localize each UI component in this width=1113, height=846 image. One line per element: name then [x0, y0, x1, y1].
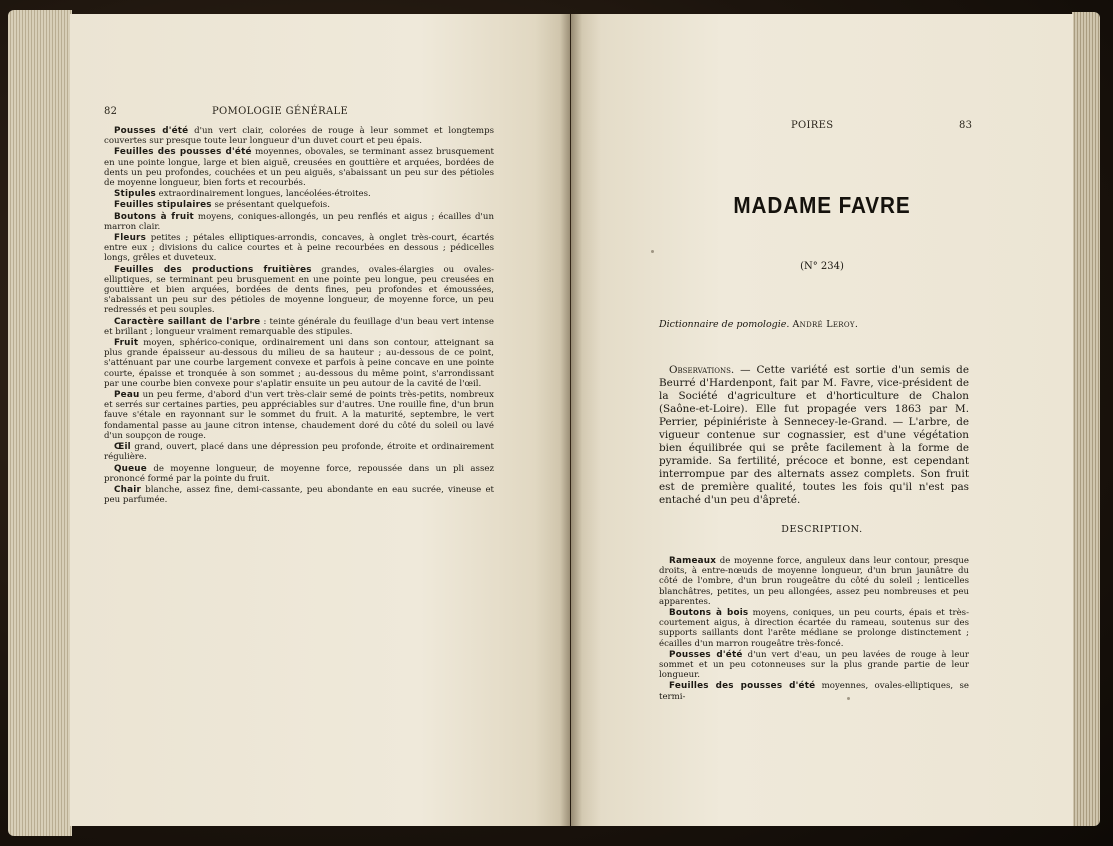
paragraph-term: Fleurs: [114, 233, 147, 244]
right-page-number: 83: [959, 120, 973, 131]
paragraph-term: Pousses d'été: [114, 126, 189, 136]
observations-text: — Cette variété est sortie d'un semis de Beurré d'Hardenpont, fait par M. Favre, vice-président de la Société d'agriculture et d'horticulture de Chalon (Saône-et-Loire). Elle fut propagée vers 1863 par M. Perrier, pépiniériste à Sennecey-le-Grand. — L'arbre, de vigueur contenue sur cognassier, est d'une végétation bien équilibrée qui se prête facilement à la forme de pyramide. Sa fertilité, précoce et bonne, est cependant interrompue par des alternats assez complets. Son fruit est de première qualité, toutes les fois qu'il n'est pas entaché d'un peu d'âpreté.: [659, 364, 969, 506]
variety-title: MADAME FAVRE: [733, 192, 911, 218]
paragraph-term: Boutons à fruit: [114, 211, 194, 222]
page-edges-right: [1072, 12, 1100, 826]
description-paragraph: [659, 650, 969, 681]
paragraph-term: Queue: [114, 463, 147, 474]
paragraph-text: moyennes, obovales, se terminant assez brusquement en une pointe longue, large et bien aiguë, creusées en gouttière et arquées, bordées de dents un peu profondes, couchées et un peu aiguës, s'abaissant un peu sur des pétioles de moyenne longueur, bien forts et recourbés.: [104, 147, 494, 189]
paragraph-text: grandes, ovales-élargies ou ovales-elliptiques, se terminant peu brusquement en une pointe peu longue, peu creusées en gouttière et bien arquées, bordées de dents fines, peu profondes et émoussées, s'abaissant un peu sur des pétioles de moyenne longueur, de moyenne force, un peu redressés et peu souples.: [104, 264, 495, 316]
paragraph-text: moyen, sphérico-conique, ordinairement uni dans son contour, atteignant sa plus grande épaisseur au-dessous du milieu de sa hauteur ; au-dessous de ce point, s'atténuant par une courbe largement convexe et parfois à peine concave en une pointe courte, épaisse et tronquée à son sommet ; au-dessous du même point, s'arrondissant par une courbe bien convexe pour s'aplatir ensuite un peu autour de la cavité de l'œil.: [104, 338, 494, 389]
paragraph-text: extraordinairement longues, lancéolées-étroites.: [155, 189, 371, 200]
description-heading: DESCRIPTION.: [781, 524, 863, 535]
paragraph-term: Boutons à bois: [669, 608, 749, 619]
paragraph-term: Œil: [114, 442, 131, 453]
paragraph-term: Feuilles des productions fruitières: [114, 264, 312, 275]
left-page-text: [104, 126, 494, 506]
description-paragraph: [659, 556, 969, 607]
paragraph-text: d'un vert clair, colorées de rouge à leur sommet et longtemps couvertes sur presque toute leur longueur d'un duvet court et peu épais.: [104, 126, 494, 147]
description-paragraph: [104, 265, 494, 316]
page-edges-left: [8, 10, 72, 836]
description-paragraph: [104, 233, 494, 264]
paragraph-term: Fruit: [114, 338, 139, 349]
right-page: [571, 14, 1073, 826]
paper-speck: [651, 250, 654, 253]
description-paragraph: [104, 189, 494, 199]
description-paragraph: [104, 317, 494, 337]
paragraph-text: moyens, coniques, un peu courts, épais et très-courtement aigus, à direction écartée du rameau, soutenus sur des supports saillants dont l'arête médiane se prolonge distinctement ; écailles d'un marron rougeâtre très-foncé.: [659, 608, 969, 649]
paragraph-term: Rameaux: [669, 556, 717, 566]
description-paragraph: [104, 390, 494, 441]
description-paragraph: [104, 200, 494, 210]
description-paragraph: [659, 608, 969, 649]
variety-number: (N° 234): [800, 261, 844, 272]
citation: [659, 319, 858, 330]
book-gutter: [560, 14, 582, 826]
description-paragraph: [104, 464, 494, 484]
citation-author: André Leroy.: [792, 319, 859, 330]
paragraph-text: petites ; pétales elliptiques-arrondis, concaves, à onglet très-court, écartés entre eux ; divisions du calice courtes et à peine recourbées en dessous ; pédicelles longs, grêles et duveteux.: [104, 233, 494, 264]
description-paragraph: [104, 485, 494, 505]
paragraph-term: Feuilles stipulaires: [114, 200, 212, 211]
paragraph-term: Feuilles des pousses d'été: [114, 147, 252, 158]
right-running-head: POIRES: [791, 120, 834, 131]
description-paragraph: [659, 681, 969, 701]
citation-work: Dictionnaire de pomologie.: [659, 319, 790, 330]
left-running-head: POMOLOGIE GÉNÉRALE: [212, 106, 349, 117]
description-paragraph: [104, 126, 494, 146]
observations-paragraph: [659, 364, 969, 507]
paragraph-text: : teinte générale du feuillage d'un beau vert intense et brillant ; longueur vraiment remarquable des stipules.: [104, 316, 494, 337]
paragraph-text: de moyenne force, anguleux dans leur contour, presque droits, à entre-nœuds de moyenne longueur, d'un brun jaunâtre du côté de l'ombre, d'un brun rougeâtre du côté du soleil ; lenticelles blanchâtres, petites, un peu allongées, assez peu nombreuses et peu apparentes.: [659, 556, 969, 607]
paragraph-term: Pousses d'été: [669, 649, 743, 660]
description-paragraph: [104, 338, 494, 389]
observations-label: Observations.: [669, 364, 735, 376]
paragraph-term: Peau: [114, 390, 140, 401]
paragraph-text: de moyenne longueur, de moyenne force, repoussée dans un pli assez prononcé formé par la pointe du fruit.: [104, 463, 494, 484]
paragraph-text: grand, ouvert, placé dans une dépression peu profonde, étroite et ordinairement régulière.: [104, 442, 494, 463]
description-paragraph: [104, 147, 494, 188]
paper-speck: [847, 697, 850, 700]
paragraph-term: Stipules: [114, 189, 156, 200]
paragraph-text: blanche, assez fine, demi-cassante, peu abondante en eau sucrée, vineuse et peu parfumée.: [104, 484, 494, 506]
description-text: [659, 556, 969, 703]
description-paragraph: [104, 442, 494, 462]
paragraph-text: se présentant quelquefois.: [211, 200, 330, 211]
description-paragraph: [104, 212, 494, 232]
paragraph-text: moyennes, ovales-elliptiques, se termi-: [659, 681, 969, 702]
paragraph-text: moyens, coniques-allongés, un peu renflés et aigus ; écailles d'un marron clair.: [104, 211, 494, 232]
paragraph-text: un peu ferme, d'abord d'un vert très-clair semé de points très-petits, nombreux et serrés sur certaines parties, peu appréciables sur d'autres. Une rouille fine, d'un brun fauve s'étale en rayonnant sur le sommet du fruit. A la maturité, septembre, le vert fondamental passe au jaune citron intense, chaudement doré du côté du soleil ou lavé d'un soupçon de rouge.: [104, 390, 494, 441]
paragraph-term: Caractère saillant de l'arbre: [114, 316, 261, 327]
paragraph-term: Chair: [114, 484, 142, 495]
paragraph-term: Feuilles des pousses d'été: [669, 681, 816, 692]
left-page-number: 82: [104, 106, 118, 117]
paragraph-text: d'un vert d'eau, un peu lavées de rouge à leur sommet et un peu cotonneuses sur la plus grande partie de leur longueur.: [659, 649, 969, 681]
